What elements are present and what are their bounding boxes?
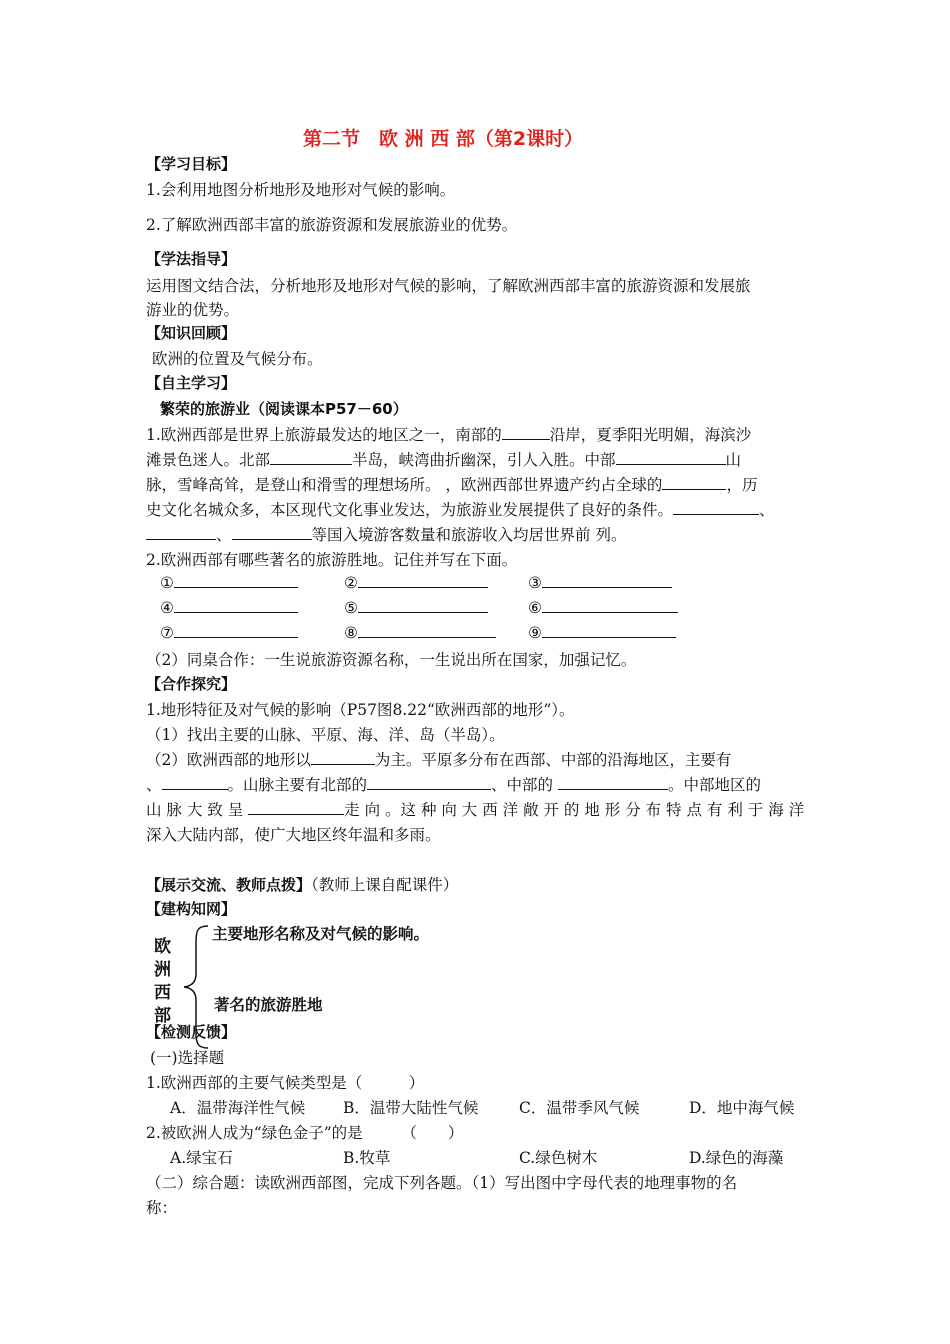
self-study-header: 【自主学习】	[146, 374, 237, 392]
coop-q1-1: （1）找出主要的山脉、平原、海、洋、岛（半岛）。	[146, 726, 505, 744]
mc1-option-d[interactable]: D．地中海气候	[689, 1099, 795, 1117]
answer-blank[interactable]	[174, 623, 298, 638]
answer-blank[interactable]	[367, 775, 491, 790]
site-5	[344, 598, 488, 617]
answer-blank[interactable]	[311, 750, 375, 765]
site-number: ⑤	[344, 599, 358, 617]
site-9	[528, 623, 676, 642]
q1-text-f: 脉，雪峰高耸，是登山和滑雪的理想场所。 ，欧洲西部世界遗产约占全球的	[146, 476, 663, 494]
q1-text-d: 半岛，峡湾曲折幽深，引人入胜。中部	[352, 451, 616, 469]
page-title: 第二节 欧 洲 西 部（第2课时）	[303, 128, 584, 150]
mc1-option-a[interactable]: A．温带海洋性气候	[170, 1099, 306, 1117]
site-number: ⑦	[160, 624, 174, 642]
coop-q1-4	[146, 798, 804, 820]
answer-blank[interactable]	[542, 598, 678, 613]
mc1-question: 1.欧洲西部的主要气候类型是（ ）	[146, 1074, 425, 1092]
test-header: 【检测反馈】	[146, 1023, 237, 1041]
answer-blank[interactable]	[558, 775, 668, 790]
answer-blank[interactable]	[174, 598, 298, 613]
site-3	[528, 573, 672, 592]
site-number: ⑧	[344, 624, 358, 642]
site-6	[528, 598, 678, 617]
coop-text-c: 、	[146, 776, 162, 794]
mc2-option-b[interactable]: B.牧草	[343, 1149, 391, 1167]
mc2-option-a[interactable]: A.绿宝石	[170, 1149, 233, 1167]
q1-text-i: 、	[759, 501, 775, 519]
q1-text-c: 滩景色迷人。北部	[146, 451, 271, 469]
coop-text-g: 山 脉 大 致 呈	[146, 801, 244, 819]
q1-line-4	[146, 498, 775, 520]
answer-blank[interactable]	[616, 450, 726, 465]
method-line-1: 运用图文结合法，分析地形及地形对气候的影响，了解欧洲西部丰富的旅游资源和发展旅	[146, 277, 751, 295]
q1-line-1	[146, 423, 751, 445]
goal-1: 1.会利用地图分析地形及地形对气候的影响。	[146, 181, 456, 199]
q1-line-3	[146, 473, 757, 495]
answer-blank[interactable]	[162, 775, 228, 790]
answer-blank[interactable]	[542, 623, 676, 638]
site-number: ②	[344, 574, 358, 592]
site-4	[160, 598, 298, 617]
self-study-subtitle: 繁荣的旅游业（阅读课本P57－60）	[160, 400, 408, 418]
show-line	[146, 873, 458, 895]
mc2-option-c[interactable]: C.绿色树木	[519, 1149, 598, 1167]
coop-text-a: （2）欧洲西部的地形以	[146, 751, 311, 769]
coop-text-d: 。山脉主要有北部的	[227, 776, 368, 794]
net-char: 西	[154, 983, 171, 1003]
answer-blank[interactable]	[673, 500, 759, 515]
q1-text-g: ，历	[726, 476, 758, 494]
coop-q1: 1.地形特征及对气候的影响（P57图8.22“欧洲西部的地形”）。	[146, 701, 575, 719]
q1-text-j: 、	[216, 526, 232, 544]
net-char: 部	[154, 1006, 171, 1026]
answer-blank[interactable]	[174, 573, 298, 588]
site-number: ⑨	[528, 624, 542, 642]
site-8	[344, 623, 496, 642]
answer-blank[interactable]	[358, 598, 488, 613]
q2-line: 2.欧洲西部有哪些著名的旅游胜地。记住并写在下面。	[146, 551, 518, 569]
site-number: ③	[528, 574, 542, 592]
answer-blank[interactable]	[358, 623, 496, 638]
review-header: 【知识回顾】	[146, 324, 237, 342]
site-2	[344, 573, 488, 592]
pair-work: （2）同桌合作：一生说旅游资源名称，一生说出所在国家，加强记忆。	[146, 651, 637, 669]
net-branch-2: 著名的旅游胜地	[214, 996, 323, 1014]
mc2-question: 2.被欧洲人成为“绿色金子”的是 （ ）	[146, 1124, 464, 1142]
site-7	[160, 623, 298, 642]
q1-line-2	[146, 448, 741, 470]
coop-q1-5: 深入大陆内部，使广大地区终年温和多雨。	[146, 826, 441, 844]
answer-blank[interactable]	[248, 800, 344, 815]
site-number: ④	[160, 599, 174, 617]
answer-blank[interactable]	[270, 450, 352, 465]
net-char: 洲	[154, 960, 171, 980]
answer-blank[interactable]	[146, 525, 216, 540]
site-number: ⑥	[528, 599, 542, 617]
answer-blank[interactable]	[662, 475, 726, 490]
site-1	[160, 573, 298, 592]
comprehensive-line-2: 称：	[146, 1199, 178, 1217]
answer-blank[interactable]	[542, 573, 672, 588]
q1-text-e: 山	[725, 451, 742, 469]
coop-text-e: 、中部的	[491, 776, 554, 794]
coop-text-h: 走 向 。这 种 向 大 西 洋 敞 开 的 地 形 分 布 特 点 有 利 于 海 洋	[344, 801, 805, 819]
goal-2: 2.了解欧洲西部丰富的旅游资源和发展旅游业的优势。	[146, 216, 518, 234]
answer-blank[interactable]	[358, 573, 488, 588]
answer-blank[interactable]	[502, 425, 550, 440]
q1-text-b: 沿岸，夏季阳光明媚，海滨沙	[549, 426, 752, 444]
coop-q1-2	[146, 748, 731, 770]
answer-blank[interactable]	[232, 525, 312, 540]
method-header: 【学法指导】	[146, 250, 237, 268]
build-header: 【建构知网】	[146, 900, 237, 918]
method-line-2: 游业的优势。	[146, 301, 240, 319]
coop-text-b: 为主。平原多分布在西部、中部的沿海地区，主要有	[374, 751, 732, 769]
q1-text-h: 史文化名城众多，本区现代文化事业发达，为旅游业发展提供了良好的条件。	[146, 501, 674, 519]
show-header: 【展示交流、教师点拨】	[146, 876, 312, 894]
net-char: 欧	[154, 937, 171, 957]
coop-text-f: 。中部地区的	[667, 776, 761, 794]
coop-q1-3	[146, 773, 761, 795]
mc1-option-b[interactable]: B．温带大陆性气候	[343, 1099, 479, 1117]
site-number: ①	[160, 574, 174, 592]
show-note: （教师上课自配课件）	[311, 876, 459, 894]
review-text: 欧洲的位置及气候分布。	[152, 350, 323, 368]
mc2-option-d[interactable]: D.绿色的海藻	[689, 1149, 784, 1167]
coop-header: 【合作探究】	[146, 675, 237, 693]
mc1-option-c[interactable]: C．温带季风气候	[519, 1099, 640, 1117]
test-part-1: (一)选择题	[150, 1049, 225, 1067]
net-vertical-text	[154, 936, 174, 1028]
net-branch-1: 主要地形名称及对气候的影响。	[212, 925, 430, 943]
q1-text-k: 等国入境游客数量和旅游收入均居世界前 列。	[311, 526, 627, 544]
comprehensive-line-1: （二）综合题：读欧洲西部图，完成下列各题。（1）写出图中字母代表的地理事物的名	[146, 1174, 738, 1192]
q1-text-a: 1.欧洲西部是世界上旅游最发达的地区之一，南部的	[146, 426, 502, 444]
q1-line-5	[146, 523, 626, 545]
goals-header: 【学习目标】	[146, 155, 237, 173]
